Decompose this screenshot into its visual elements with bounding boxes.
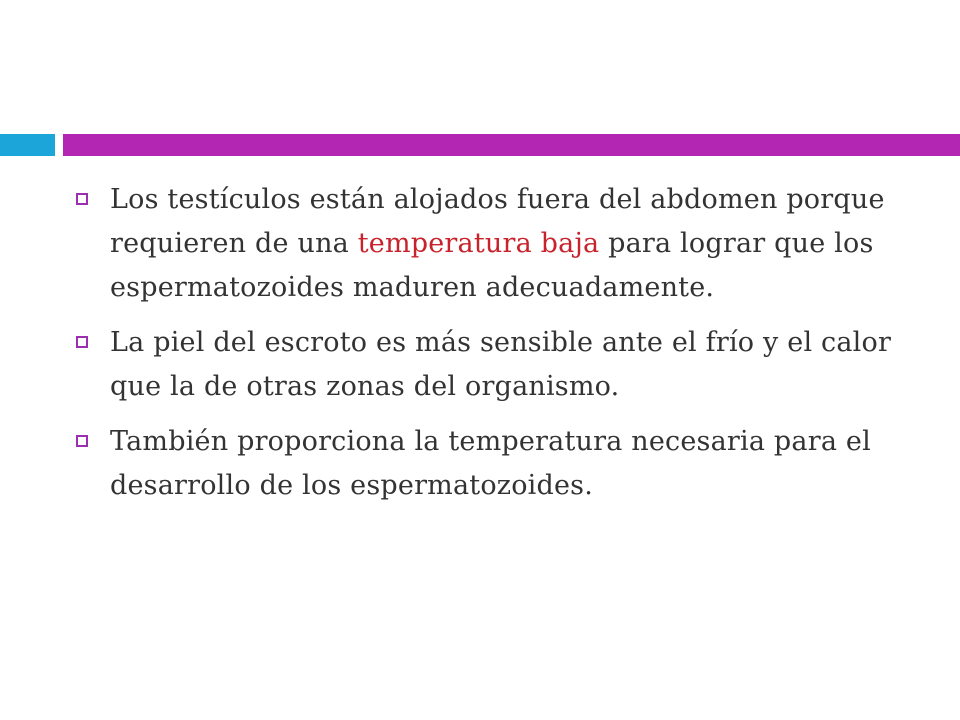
- bullet-text-after: para lograr que los espermatozoides maduren adecuadamente.: [110, 228, 874, 303]
- square-bullet-icon: [76, 193, 88, 205]
- bullet-text-before: Los testículos están alojados fuera del abdomen porque requieren de una: [110, 184, 885, 259]
- accent-bar-left: [0, 134, 55, 156]
- bullet-item-scrotum-skin: [76, 321, 936, 409]
- highlighted-phrase: temperatura baja: [357, 228, 600, 259]
- bullet-text: También proporciona la temperatura necesaria para el desarrollo de los espermatozoides.: [110, 426, 871, 501]
- accent-bar-right: [63, 134, 960, 156]
- square-bullet-icon: [76, 336, 88, 348]
- bullet-text: La piel del escroto es más sensible ante el frío y el calor que la de otras zonas del organismo.: [110, 327, 892, 402]
- square-bullet-icon: [76, 435, 88, 447]
- bullet-item-testicles: [76, 178, 936, 310]
- bullet-item-temperature: [76, 420, 936, 508]
- bullet-list: [76, 178, 936, 519]
